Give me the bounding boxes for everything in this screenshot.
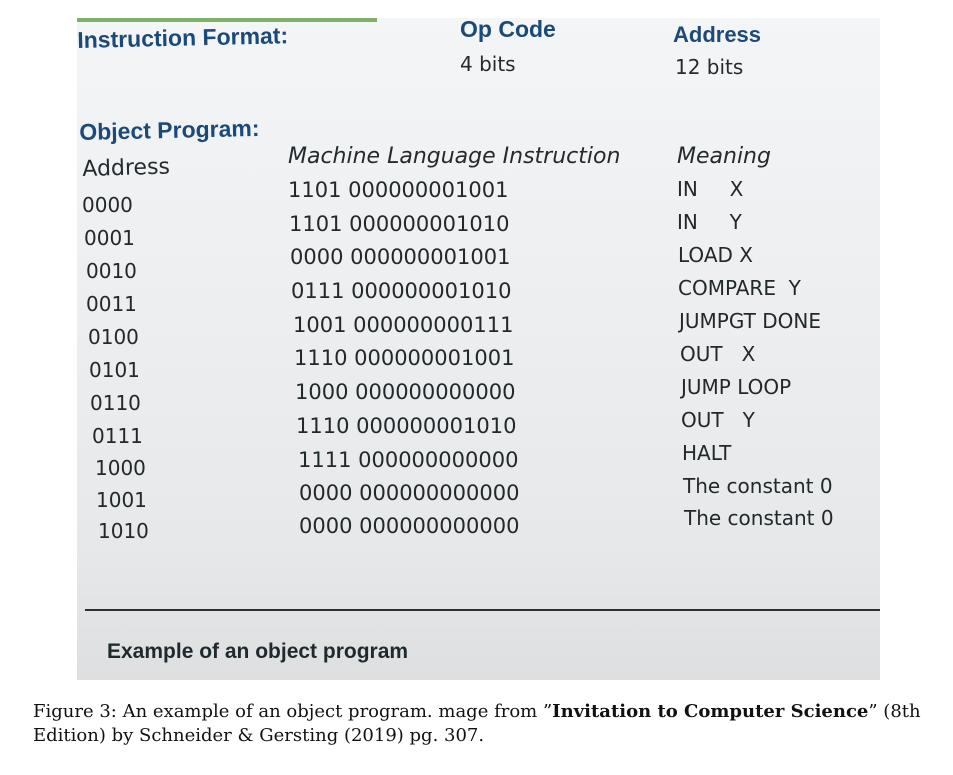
table-row-address: 0000 <box>82 193 133 217</box>
book-page-photo <box>77 18 880 680</box>
instruction-format-title: Instruction Format: <box>77 22 289 53</box>
table-row-address: 1010 <box>98 519 149 543</box>
table-row-meaning: The constant 0 <box>684 506 834 530</box>
table-row-meaning: HALT <box>682 441 732 465</box>
table-row-meaning: JUMPGT DONE <box>679 309 821 333</box>
table-row-instruction: 1101 000000001001 <box>288 178 509 202</box>
table-row-instruction: 0111 000000001010 <box>291 279 512 303</box>
table-row-meaning: OUT X <box>680 342 756 366</box>
table-row-address: 0011 <box>86 292 137 316</box>
object-program-footer: Example of an object program <box>107 640 409 663</box>
table-row-instruction: 1110 000000001001 <box>294 346 515 370</box>
table-row-address: 0100 <box>88 325 139 349</box>
address-bits: 12 bits <box>675 55 744 79</box>
table-row-meaning: OUT Y <box>681 408 755 432</box>
table-row-meaning: The constant 0 <box>683 474 833 498</box>
table-row-address: 0101 <box>89 358 140 382</box>
table-row-meaning: LOAD X <box>678 243 753 267</box>
caption-prefix: Figure 3: An example of an object program. mage from ” <box>33 701 553 722</box>
column-header-instruction: Machine Language Instruction <box>288 144 621 169</box>
table-row-instruction: 1000 000000000000 <box>295 380 516 404</box>
table-row-meaning: JUMP LOOP <box>681 375 792 399</box>
table-row-address: 1001 <box>96 488 147 512</box>
table-row-address: 0010 <box>86 259 137 283</box>
table-row-address: 0001 <box>84 226 135 250</box>
table-row-meaning: COMPARE Y <box>678 276 801 300</box>
address-label: Address <box>673 22 762 47</box>
table-row-instruction: 1001 000000000111 <box>293 313 514 337</box>
object-program-title: Object Program: <box>79 114 260 145</box>
table-row-instruction: 1111 000000000000 <box>298 448 519 472</box>
column-header-meaning: Meaning <box>677 144 771 169</box>
table-row-address: 0111 <box>92 424 143 448</box>
caption-book-title: Invitation to Computer Science <box>552 701 869 722</box>
table-row-address: 0110 <box>90 391 141 415</box>
table-row-instruction: 0000 000000000000 <box>299 481 520 505</box>
table-row-meaning: IN Y <box>677 210 742 234</box>
figure-caption <box>33 700 931 748</box>
op-code-label: Op Code <box>460 18 556 42</box>
caption-suffix: ” (8th Edition) by Schneider & Gersting (2019) pg. 307. <box>33 701 921 746</box>
table-row-instruction: 1110 000000001010 <box>296 414 517 438</box>
table-row-address: 1000 <box>95 456 146 480</box>
table-bottom-rule <box>85 609 880 611</box>
op-code-bits: 4 bits <box>460 52 516 76</box>
table-row-instruction: 0000 000000001001 <box>290 245 511 269</box>
table-row-meaning: IN X <box>677 177 744 201</box>
page-edge-accent <box>77 18 377 22</box>
table-row-instruction: 1101 000000001010 <box>289 212 510 236</box>
table-row-instruction: 0000 000000000000 <box>299 514 520 538</box>
column-header-address: Address <box>82 154 171 182</box>
